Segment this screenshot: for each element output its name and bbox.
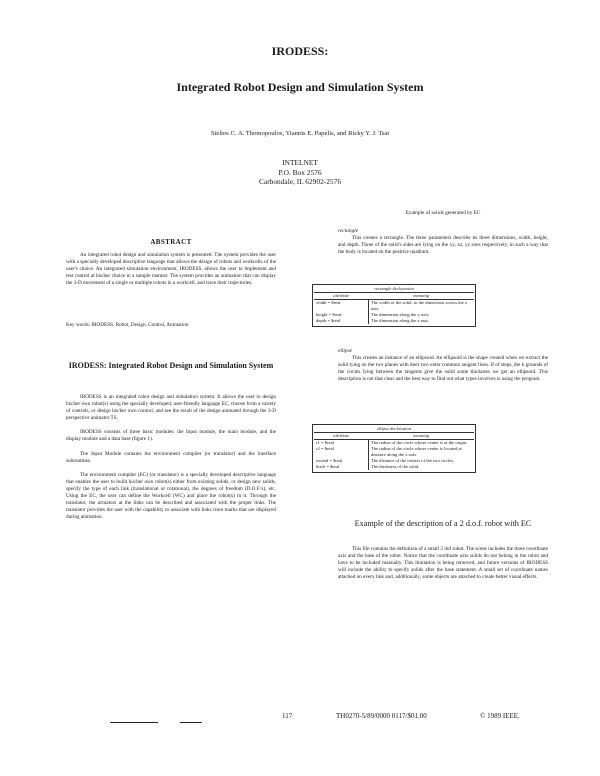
- table-cell: The radius of the circle whose center is located at distance along the x axis.: [370, 446, 462, 457]
- table-cell: thick = $real: [314, 464, 368, 470]
- ellipse-section: [338, 348, 548, 383]
- figure-caption: Example of solids generated by EC: [405, 210, 481, 216]
- table-cell: r2 = $real: [314, 446, 368, 458]
- rectangle-table: [312, 284, 476, 327]
- footer-rule: [110, 722, 158, 723]
- keywords: Key words: IRODESS, Robot, Design, Control, Animation: [66, 322, 189, 328]
- footer-rule: [180, 722, 202, 723]
- section2-body: [338, 546, 548, 581]
- table-header: attribute: [314, 433, 368, 440]
- section-heading: IRODESS: Integrated Robot Design and Simulation System: [68, 361, 274, 370]
- ellipse-text: This creates an instance of an ellipsoid. An ellipsoid is the shape created when we extract the solid lying on the two planes with their two outer common tangent lines. If of steps, the k grounds of the circles lying between the tangents give the solid some thickness we get an ellipsoid. This description is not that clear and the best way to find out what types involves is using the program.: [338, 355, 548, 383]
- page-number: 117: [282, 712, 293, 720]
- section-paragraph: The Input Module contains the environment compiler (or translator) and the interface subroutines.: [66, 450, 276, 464]
- table-row: [314, 446, 474, 458]
- table-row: [314, 300, 474, 313]
- table-cell: height = $real: [314, 312, 368, 318]
- footer-copyright: © 1989 IEEE.: [480, 712, 520, 720]
- section-paragraph: IRODESS is an integrated robot design and simulation system. It allows the user to design his/her own robot(s) using the specially developed, user-friendly language EC, choose from a variety of controls, or design his/her own control, and see the result of the design animated through the 3-D perspective animator TS.: [66, 394, 276, 422]
- table-cell: r1 = $real: [314, 440, 368, 447]
- abstract-text: An integrated robot design and simulation system is presented. The system provides the user with a specially developed descriptive language that allows the design of robots and workcells of the user's choice. An integrated simulation environment, IRODESS, allows the user to implement and test control at his/her choice in a sample manner. The system provides an animation that can display the 3-D movement of a single or multiple robots in a workcell, and trace their trajectories.: [66, 252, 276, 287]
- table-cell: The distance of the centers of the two circles.: [370, 458, 455, 463]
- table-row: [314, 318, 474, 324]
- section-paragraph: The environment compiler (EC) (or translator) is a specially developed descriptive language that enables the user to build his/her own robot(s) either from existing solids, or design new solids, specify the type of each link (translational or rotational), the degrees of freedom (D.O.F.'s), etc. Using the EC, the user can define the Workcell (WC) and place the robot(s) in it. Through the translator, the actuators at the links can be described and associated with the proper links. The translator provides the user with the capability to associate with links trace marks that are displayed during animation.: [66, 471, 276, 521]
- table-header: meaning: [368, 433, 474, 440]
- table-row: [314, 464, 474, 470]
- affiliation-org: INTELNET: [282, 158, 318, 167]
- affiliation-box: P.O. Box 2576: [278, 167, 322, 177]
- table-cell: The dimension along the z axis.: [370, 318, 430, 323]
- table-title: rectangle declaration: [314, 286, 474, 293]
- section-paragraph: IRODESS consists of three basic modules: the Input module, the main module, and the display module and a data base (figure 1).: [66, 429, 276, 443]
- table-cell: The radius of the circle whose center is at the origin.: [370, 440, 468, 445]
- section2-heading: Example of the description of a 2 d.o.f. robot with EC: [354, 519, 532, 528]
- table-cell: width = $real: [314, 300, 368, 313]
- ellipse-label: ellipse: [338, 348, 353, 354]
- table-header: meaning: [368, 293, 474, 300]
- table-cell: The width of the solid, in the dimension across the x axis.: [370, 300, 468, 311]
- table-cell: The thickness of the solid.: [370, 464, 420, 469]
- rectangle-label: rectangle: [338, 228, 359, 234]
- table-cell: extend = $real: [314, 458, 368, 464]
- abstract-heading: ABSTRACT: [150, 238, 192, 246]
- paper-title: IRODESS:: [271, 44, 329, 58]
- rectangle-text: This creates a rectangle. The three parameters describe its three dimensions, width, height, and depth. Three of the solid's sides are lying on the xy, xz, yz axes respectively, in such a way that the body is located on the positive quadrant.: [338, 235, 548, 256]
- section-body: [66, 394, 276, 521]
- paper-authors: Stelios C. A. Thomopoulos, Yiannis E. Papelis, and Ricky Y. J. Tsai: [210, 130, 390, 137]
- table-cell: The dimension along the y axis.: [370, 312, 430, 317]
- table-cell: depth = $real: [314, 318, 368, 324]
- table-header: attribute: [314, 293, 368, 300]
- ellipse-table: [312, 424, 476, 473]
- affiliation: [0, 158, 600, 187]
- footer-code: TH0270-5/89/0000 0117/$01.00: [336, 712, 427, 720]
- section2-text: This file contains the definition of a small 2 dof robot. The scene includes the three coordinate axis and the base of the robot. Notice that the coordinate axis solids do not belong in the robot and have to be included manually. This limitation is being removed, and future versions of IRODESS will include the ability to specify solids after the base statement. A small set of coordinate names attached on every link and, additionally, some objects are attached to create better visual effects.: [338, 546, 548, 581]
- abstract-body: [66, 252, 276, 287]
- affiliation-city: Carbondale, IL 62902-2576: [258, 177, 342, 187]
- paper-subtitle: Integrated Robot Design and Simulation System: [176, 80, 424, 94]
- rectangle-section: [338, 228, 548, 256]
- table-title: ellipse declaration: [314, 426, 474, 433]
